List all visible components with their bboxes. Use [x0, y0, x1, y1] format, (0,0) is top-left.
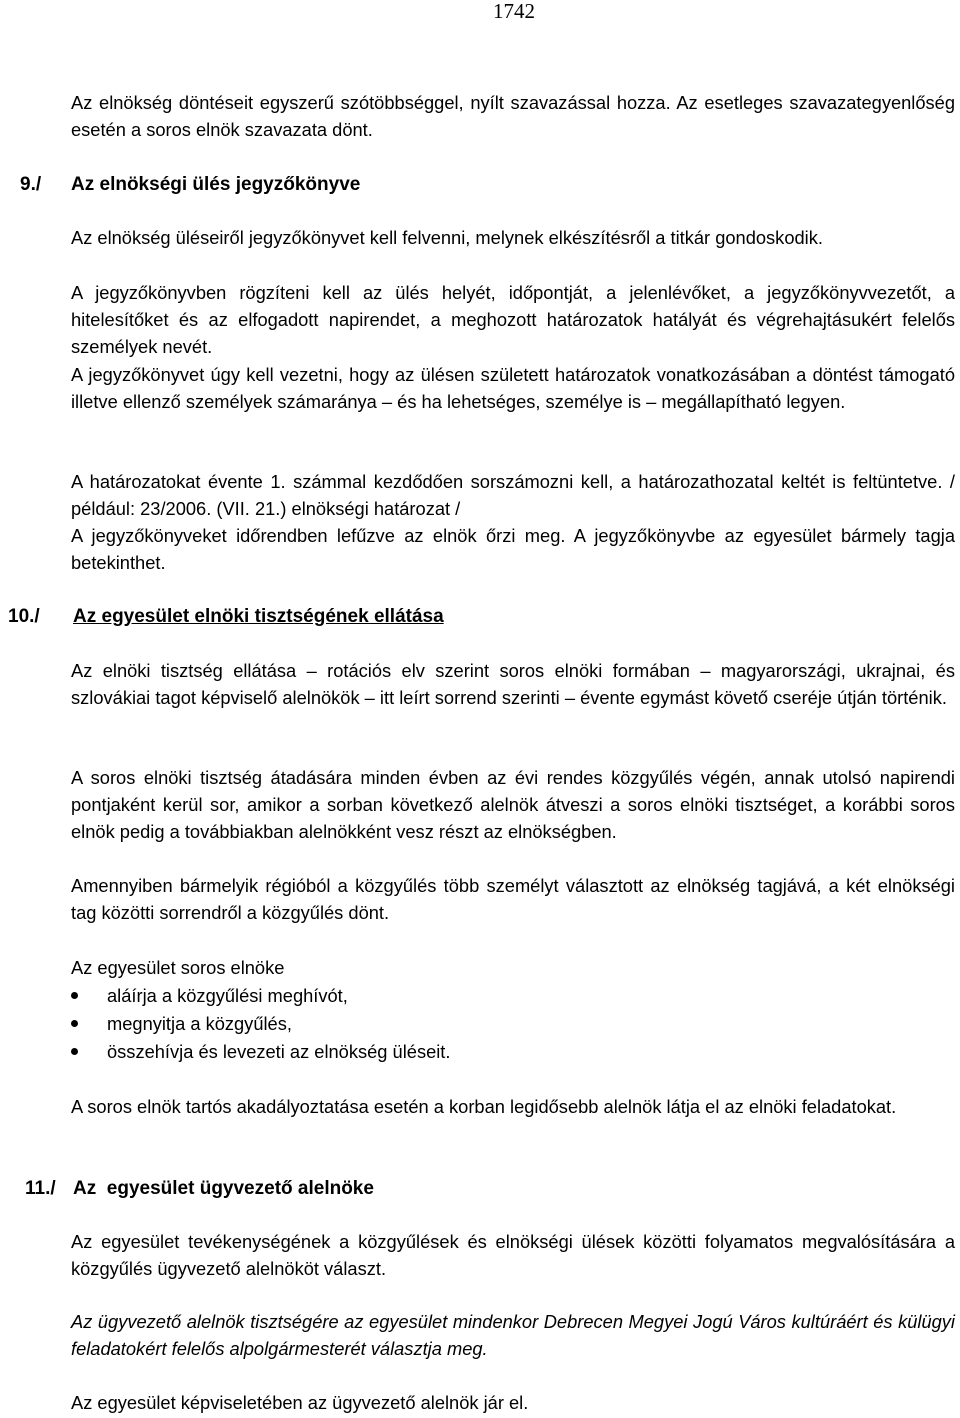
- section-10-paragraph-3: Amennyiben bármelyik régióból a közgyűlés több személyt választott az elnökség tagjává, a két elnökségi tag közötti sorrendről a közgyűlés dönt.: [71, 875, 955, 923]
- section-9-number: 9./: [20, 174, 42, 195]
- section-11-number: 11./: [25, 1178, 56, 1199]
- section-9-title: Az elnökségi ülés jegyzőkönyve: [71, 174, 361, 195]
- bullet-icon: [71, 992, 78, 999]
- section-11-paragraph-2: Az ügyvezető alelnök tisztségére az egyesület mindenkor Debrecen Megyei Jogú Város kultúráért és külügyi feladatokért felelős alpolgármesterét választja meg.: [71, 1311, 955, 1359]
- page-number: 1742: [493, 0, 535, 23]
- section-11-title: Az egyesület ügyvezető alelnöke: [73, 1178, 374, 1199]
- list-item-text: aláírja a közgyűlési meghívót,: [107, 985, 348, 1006]
- section-10-title: Az egyesület elnöki tisztségének ellátása: [73, 606, 444, 627]
- section-9-paragraph-1: Az elnökség üléseiről jegyzőkönyvet kell felvenni, melynek elkészítésről a titkár gondoskodik.: [71, 227, 823, 248]
- section-9-paragraph-3: A jegyzőkönyvet úgy kell vezetni, hogy az ülésen született határozatok vonatkozásában a döntést támogató illetve ellenző személyek számaránya – és ha lehetséges, személye is – megállapítható legyen.: [71, 364, 955, 412]
- bullet-icon: [71, 1048, 78, 1055]
- list-item-text: megnyitja a közgyűlés,: [107, 1013, 292, 1034]
- section-9-paragraph-5: A jegyzőkönyveket időrendben lefűzve az elnök őrzi meg. A jegyzőkönyvbe az egyesület bármely tagja betekinthet.: [71, 525, 955, 573]
- section-11-paragraph-1: Az egyesület tevékenységének a közgyűlések és elnökségi ülések közötti folyamatos megvalósítására a közgyűlés ügyvezető alelnököt választ.: [71, 1231, 955, 1279]
- list-item-text: összehívja és levezeti az elnökség üléseit.: [107, 1041, 451, 1062]
- section-10-paragraph-4: Az egyesület soros elnöke: [71, 957, 285, 978]
- section-10-paragraph-5: A soros elnök tartós akadályoztatása esetén a korban legidősebb alelnök látja el az elnöki feladatokat.: [71, 1096, 897, 1117]
- section-10-number: 10./: [8, 606, 40, 627]
- bullet-icon: [71, 1020, 78, 1027]
- section-11-paragraph-3: Az egyesület képviseletében az ügyvezető alelnök jár el.: [71, 1392, 529, 1413]
- section-9-paragraph-4: A határozatokat évente 1. számmal kezdődően sorszámozni kell, a határozathozatal keltét is feltüntetve. / például: 23/2006. (VII. 21.) elnökségi határozat /: [71, 471, 955, 519]
- section-10-paragraph-2: A soros elnöki tisztség átadására minden évben az évi rendes közgyűlés végén, annak utolsó napirendi pontjaként kerül sor, amikor a sorban következő alelnök átveszi a soros elnöki tisztséget, a korábbi soros elnök pedig a továbbiakban alelnökként vesz részt az elnökségben.: [71, 767, 955, 842]
- section-9-paragraph-2: A jegyzőkönyvben rögzíteni kell az ülés helyét, időpontját, a jelenlévőket, a jegyzőkönyvvezetőt, a hitelesítőket és az elfogadott napirendet, a meghozott határozatok hatályát és végrehajtásukért felelős személyek nevét.: [71, 282, 955, 357]
- paragraph-decisions: Az elnökség döntéseit egyszerű szótöbbséggel, nyílt szavazással hozza. Az esetleges szavazategyenlőség esetén a soros elnök szavazata dönt.: [71, 92, 955, 140]
- section-10-paragraph-1: Az elnöki tisztség ellátása – rotációs elv szerint soros elnöki formában – magyarországi, ukrajnai, és szlovákiai tagot képviselő alelnökök – itt leírt sorrend szerinti – évente egymást követő cseréje útján történik.: [71, 660, 955, 708]
